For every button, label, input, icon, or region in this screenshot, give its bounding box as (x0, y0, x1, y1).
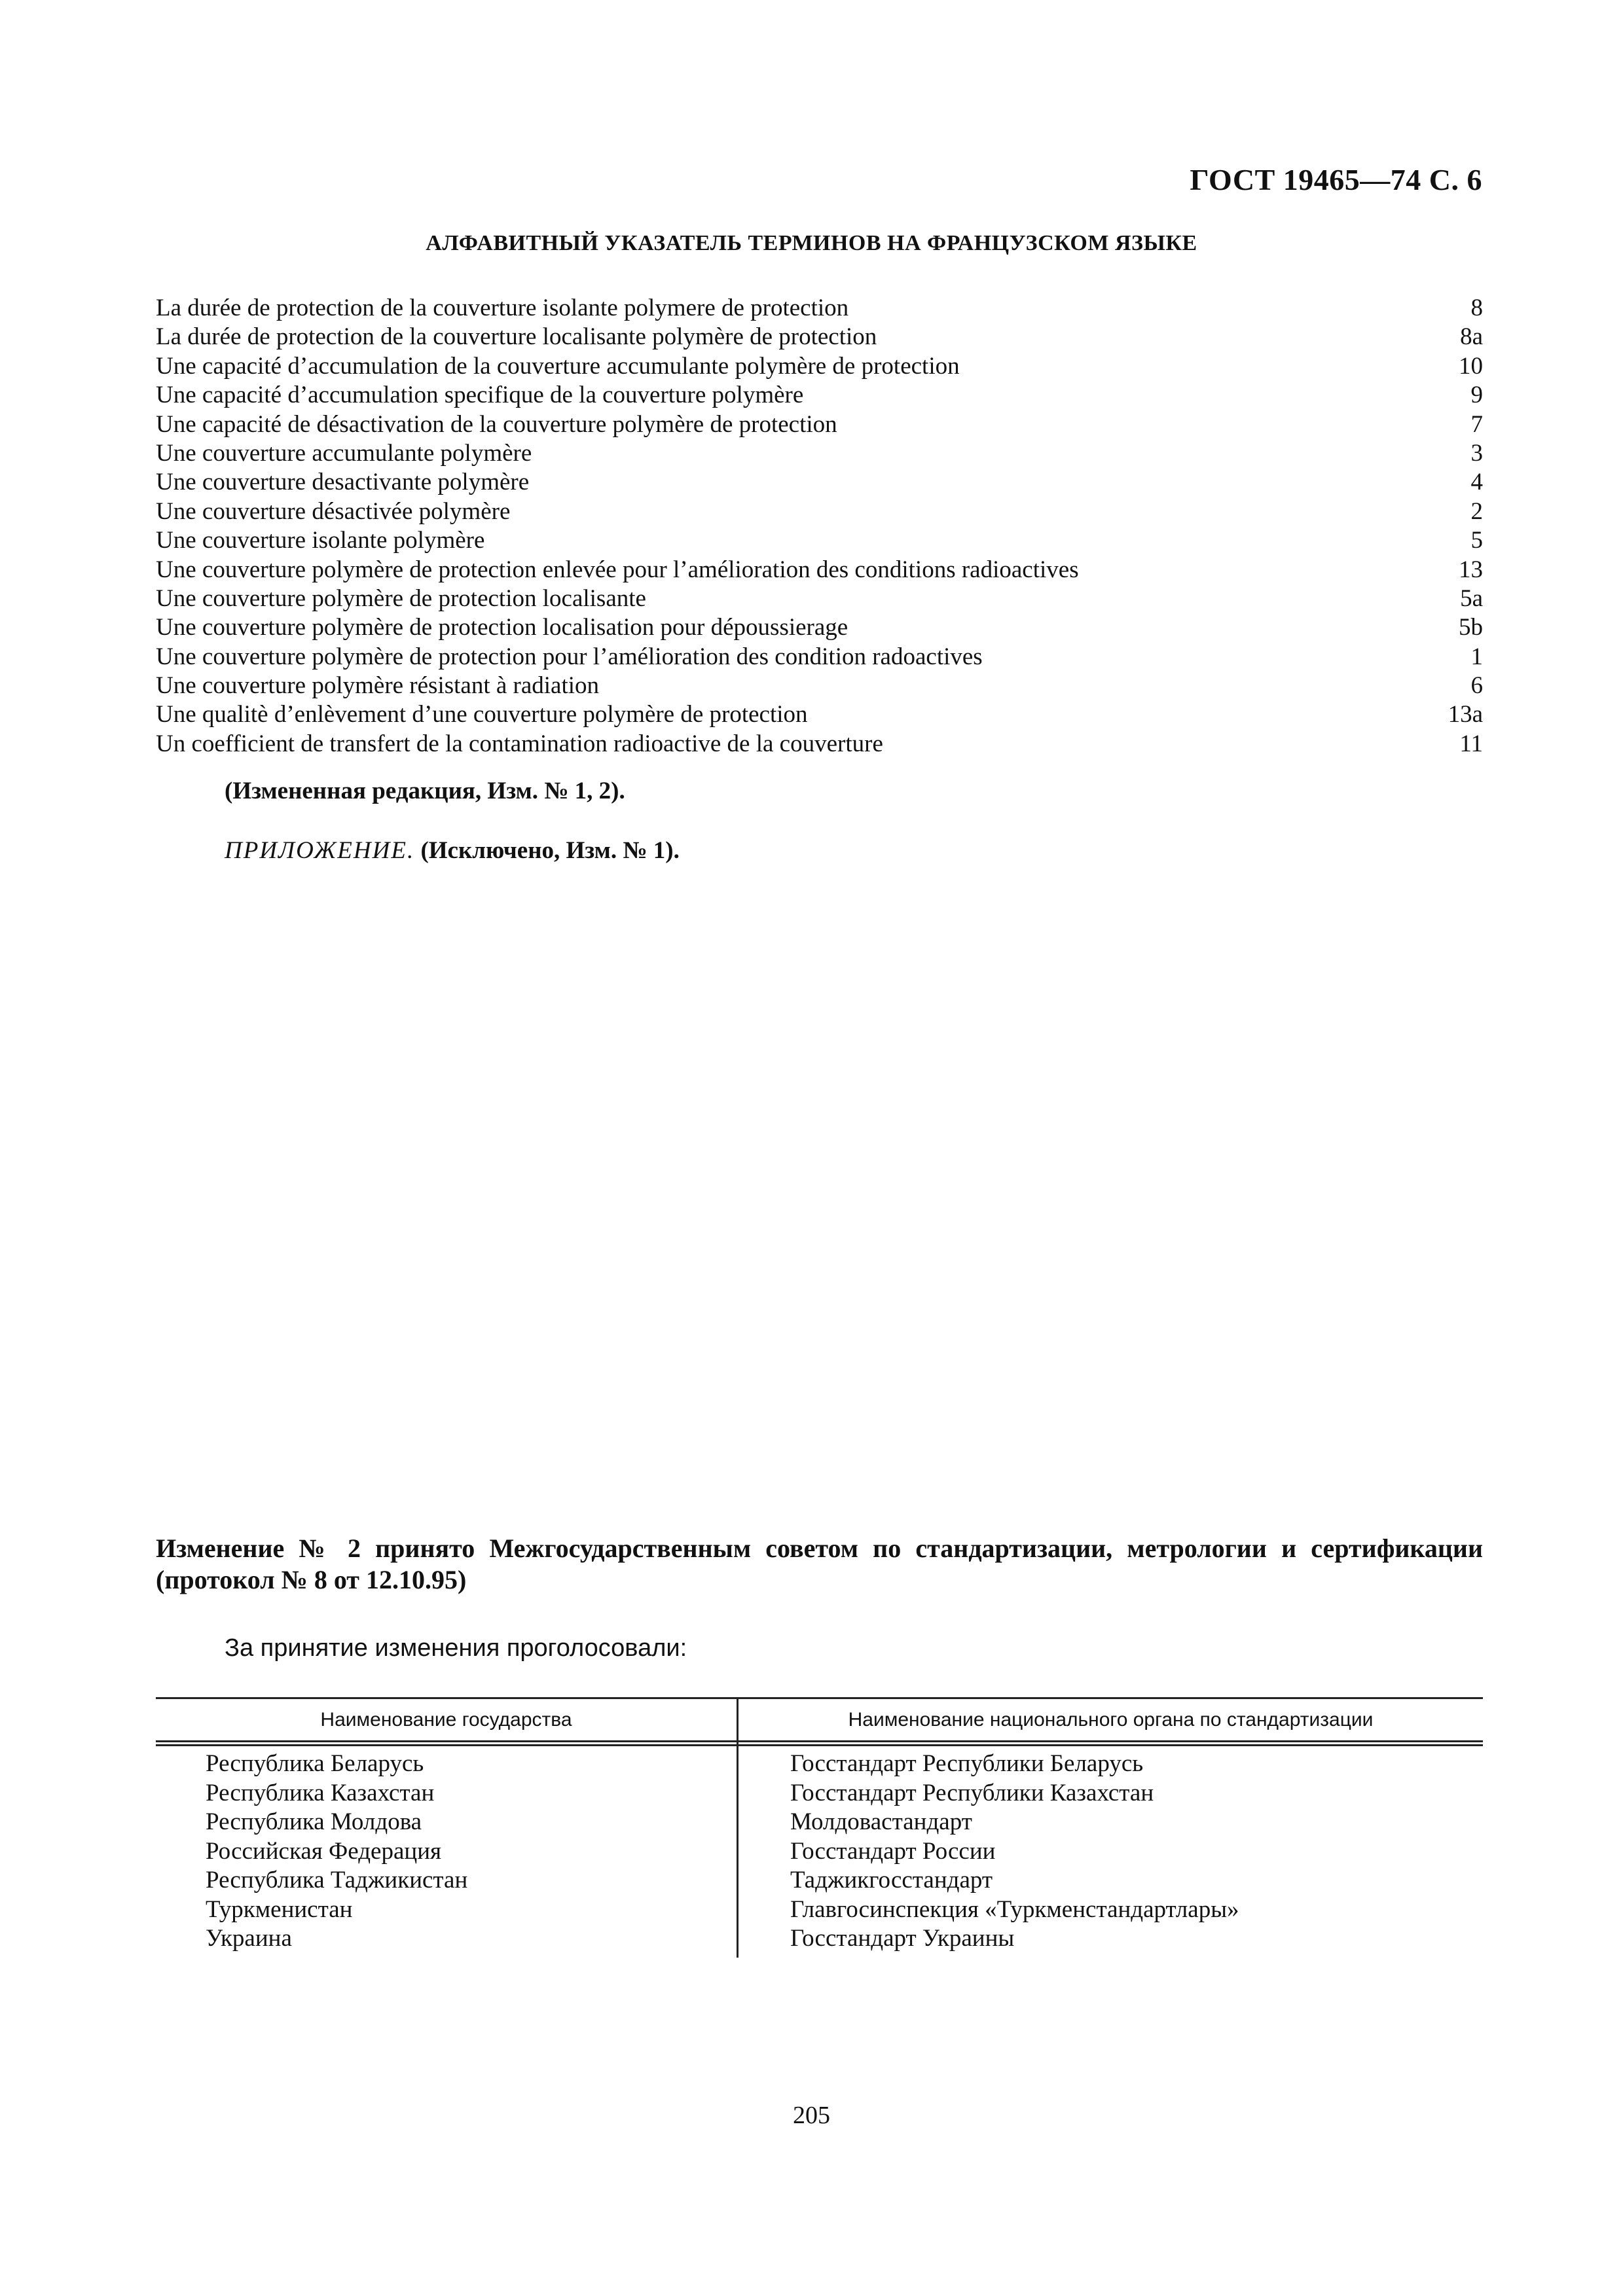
bodies-column (790, 1749, 1239, 1954)
index-title: АЛФАВИТНЫЙ УКАЗАТЕЛЬ ТЕРМИНОВ НА ФРАНЦУЗСКОМ ЯЗЫКЕ (426, 231, 1197, 255)
state-cell: Туркменистан (206, 1895, 353, 1923)
voted-caption: За принятие изменения проголосовали: (225, 1634, 687, 1662)
index-entry (156, 584, 1483, 613)
index-number: 8a (1460, 323, 1483, 351)
index-number: 4 (1470, 469, 1483, 496)
appendix-note (225, 836, 680, 865)
body-cell: Главгосинспекция «Туркменстандартлары» (790, 1895, 1239, 1923)
state-cell: Украина (206, 1925, 292, 1952)
index-term: Une couverture polymère de protection localisation pour dépoussierage (156, 614, 848, 641)
index-term: Une qualitè d’enlèvement d’une couverture polymère de protection (156, 701, 808, 728)
state-cell: Республика Молдова (206, 1808, 422, 1835)
body-cell: Госстандарт Украины (790, 1925, 1015, 1952)
index-list (156, 294, 1483, 759)
index-number: 13a (1448, 701, 1483, 728)
index-number: 6 (1470, 672, 1483, 700)
index-number: 13 (1459, 556, 1483, 583)
index-term: Une couverture accumulante polymère (156, 439, 532, 467)
body-cell: Таджикгосстандарт (790, 1867, 993, 1893)
index-term: Une couverture desactivante polymère (156, 469, 530, 496)
index-number: 5a (1460, 584, 1483, 612)
appendix-label: ПРИЛОЖЕНИЕ. (225, 837, 415, 864)
table-top-rule (156, 1697, 1483, 1699)
states-column (206, 1749, 467, 1954)
voting-table (156, 1697, 1483, 1959)
index-number: 3 (1470, 439, 1483, 467)
index-entry (156, 381, 1483, 410)
index-entry (156, 526, 1483, 555)
index-entry (156, 468, 1483, 497)
state-cell: Республика Таджикистан (206, 1867, 468, 1893)
index-term: Une couverture désactivée polymère (156, 497, 511, 525)
column-header-body: Наименование национального органа по стандартизации (848, 1709, 1374, 1731)
body-cell: Госстандарт Республики Казахстан (790, 1779, 1154, 1806)
amendment-paragraph: Изменение № 2 принято Межгосударственным советом по стандартизации, метрологии и сертификации (протокол № 8 от 12.10.95) (156, 1534, 1483, 1594)
index-term: Une couverture polymère résistant à radiation (156, 672, 600, 700)
index-entry (156, 672, 1483, 700)
index-entry (156, 613, 1483, 642)
index-entry (156, 730, 1483, 759)
index-term: La durée de protection de la couverture isolante polymere de protection (156, 295, 849, 321)
table-column-divider (737, 1697, 739, 1958)
index-entry (156, 700, 1483, 729)
page-number: 205 (793, 2102, 830, 2129)
index-number: 8 (1470, 295, 1483, 321)
document-header: ГОСТ 19465—74 С. 6 (1190, 163, 1482, 196)
index-entry (156, 323, 1483, 351)
index-term: Une couverture isolante polymère (156, 527, 485, 554)
index-number: 5 (1470, 527, 1483, 554)
index-term: Une couverture polymère de protection enlevée pour l’amélioration des conditions radioactives (156, 556, 1079, 583)
index-term: Une capacité de désactivation de la couverture polymère de protection (156, 410, 837, 438)
appendix-status: (Исключено, Изм. № 1). (414, 837, 680, 864)
body-cell: Молдовастандарт (790, 1808, 972, 1835)
index-number: 1 (1470, 643, 1483, 670)
index-term: Une capacité d’accumulation specifique de la couverture polymère (156, 382, 804, 409)
state-cell: Российская Федерация (206, 1837, 442, 1865)
index-number: 9 (1470, 382, 1483, 409)
index-entry (156, 556, 1483, 584)
index-term: Une couverture polymère de protection localisante (156, 584, 646, 612)
column-header-state: Наименование государства (320, 1709, 572, 1731)
table-header-rule-double (156, 1744, 1483, 1746)
index-term: La durée de protection de la couverture localisante polymère de protection (156, 323, 877, 351)
index-term: Un coefficient de transfert de la contamination radioactive de la couverture (156, 730, 883, 757)
body-cell: Госстандарт Республики Беларусь (790, 1750, 1144, 1777)
index-entry (156, 439, 1483, 468)
table-header-rule (156, 1740, 1483, 1742)
index-number: 2 (1470, 497, 1483, 525)
index-number: 5b (1459, 614, 1483, 641)
index-entry (156, 294, 1483, 323)
state-cell: Республика Казахстан (206, 1779, 435, 1806)
index-term: Une couverture polymère de protection pour l’amélioration des condition radoactives (156, 643, 983, 670)
index-number: 11 (1459, 730, 1483, 757)
change-note: (Измененная редакция, Изм. № 1, 2). (225, 778, 625, 804)
index-entry (156, 497, 1483, 526)
index-term: Une capacité d’accumulation de la couverture accumulante polymère de protection (156, 352, 960, 380)
state-cell: Республика Беларусь (206, 1750, 424, 1777)
index-entry (156, 352, 1483, 381)
index-entry (156, 643, 1483, 672)
index-entry (156, 410, 1483, 439)
index-number: 10 (1459, 352, 1483, 380)
body-cell: Госстандарт России (790, 1837, 996, 1865)
index-number: 7 (1470, 410, 1483, 438)
